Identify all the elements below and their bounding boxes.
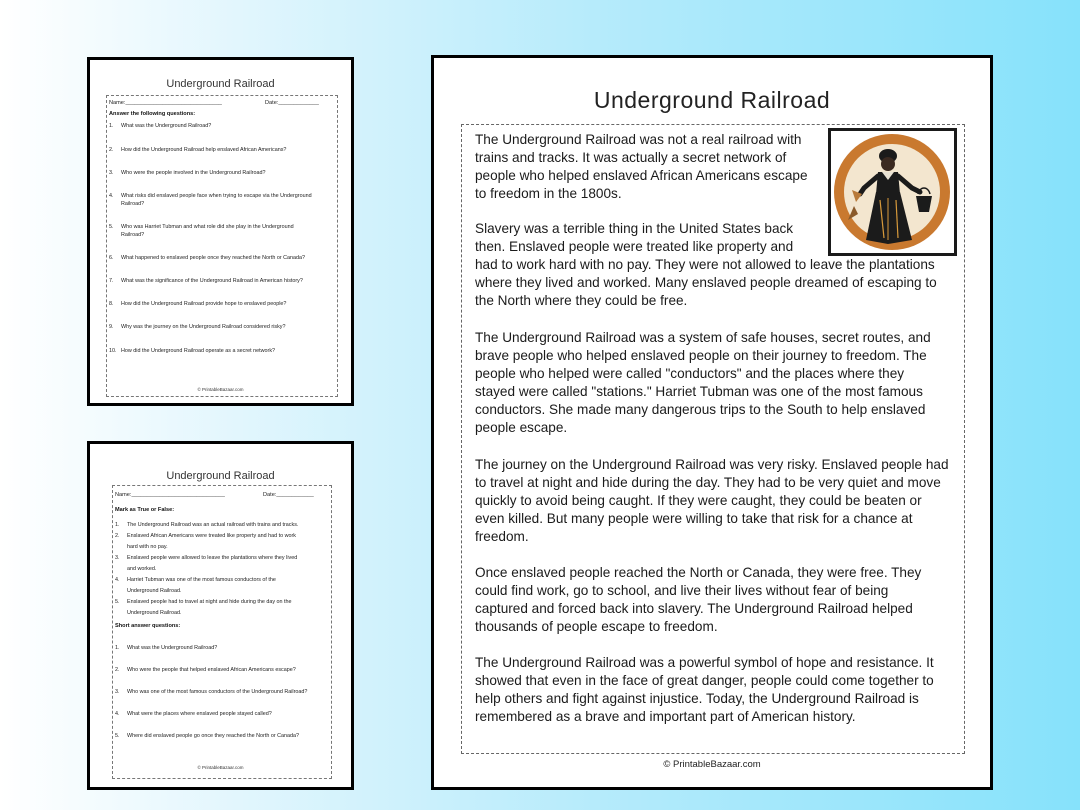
true-false-heading: Mark as True or False:	[115, 507, 175, 513]
worksheet-questions-thumbnail	[87, 57, 354, 406]
worksheet-title: Underground Railroad	[166, 470, 275, 482]
worksheet-footer: © PrintableBazaar.com	[197, 765, 244, 770]
question-number: 5.	[109, 224, 114, 230]
paragraph-line: Once enslaved people reached the North or Canada, they were free. They	[475, 565, 922, 580]
paragraph-line: thousands of people escape to freedom.	[475, 619, 718, 635]
question-line: Railroad?	[121, 200, 145, 207]
question-line: What happened to enslaved people once they reached the North or Canada?	[121, 255, 306, 261]
item-line: and worked.	[127, 566, 157, 572]
paragraph-line: quickly to avoid being caught. If they were caught, they could be beaten or	[475, 493, 922, 509]
item-line: Enslaved people had to travel at night and hide during the day on the	[127, 599, 292, 605]
question-text	[121, 301, 331, 309]
paragraph-line: people who helped enslaved African Americans escape	[475, 168, 808, 184]
item-line: Harriet Tubman was one of the most famous conductors of the	[127, 577, 276, 583]
short-answer-heading: Short answer questions:	[115, 623, 181, 629]
item-text	[127, 575, 327, 597]
question-line: Who were the people involved in the Underground Railroad?	[121, 170, 266, 176]
item-number: 1.	[115, 522, 120, 528]
item-line: Enslaved African Americans were treated like property and had to work	[127, 533, 296, 539]
question-number: 9.	[109, 324, 114, 330]
date-field-label: Date:_____________	[265, 100, 319, 106]
date-field-label: Date:____________	[263, 492, 314, 498]
item-number: 4.	[115, 711, 120, 717]
question-text	[121, 348, 331, 356]
question-number: 6.	[109, 255, 114, 261]
item-number: 3.	[115, 689, 120, 695]
item-line: hard with no pay.	[127, 544, 168, 550]
item-line: The Underground Railroad was an actual railroad with trains and tracks.	[127, 522, 299, 528]
paragraph-line: The Underground Railroad was a powerful symbol of hope and resistance. It	[475, 655, 934, 670]
paragraph-line: then. Enslaved people were treated like property and	[475, 239, 794, 255]
paragraph-line: to travel at night and hide during the day. They had to be very quiet and move	[475, 475, 941, 491]
item-text	[127, 520, 327, 531]
item-text	[127, 531, 327, 553]
question-line: How did the Underground Railroad provide hope to enslaved people?	[121, 301, 287, 307]
question-line: What was the Underground Railroad?	[121, 123, 212, 129]
question-line: Railroad?	[121, 231, 145, 238]
question-text	[121, 224, 331, 239]
paragraph-line: people who helped were called "conductors" and the places where they	[475, 366, 905, 382]
paragraph-line: help others and fight against injustice. Today, the Underground Railroad is	[475, 691, 919, 707]
item-text: What was the Underground Railroad?	[127, 645, 218, 651]
paragraph	[475, 654, 955, 726]
item-line: Underground Railroad.	[127, 588, 182, 594]
instructions: Answer the following questions:	[109, 111, 196, 117]
paragraph-line: conductors. She made many dangerous trips to the South to help enslaved	[475, 402, 926, 418]
worksheet-truefalse-thumbnail	[87, 441, 354, 790]
item-line: Enslaved people were allowed to leave the plantations where they lived	[127, 555, 298, 561]
question-line: What risks did enslaved people face when trying to escape via the Underground	[121, 193, 312, 199]
item-number: 2.	[115, 533, 120, 539]
question-line: How did the Underground Railroad operate as a secret network?	[121, 348, 276, 354]
item-number: 2.	[115, 667, 120, 673]
item-text: Who was one of the most famous conductors of the Underground Railroad?	[127, 689, 308, 695]
paragraph	[475, 220, 955, 310]
question-line: What was the significance of the Underground Railroad in American history?	[121, 278, 303, 284]
item-text: Where did enslaved people go once they reached the North or Canada?	[127, 733, 300, 739]
paragraph-line: had to work hard with no pay. They were not allowed to leave the plantations	[475, 257, 935, 273]
worksheet-title: Underground Railroad	[166, 78, 275, 90]
paragraph-line: The Underground Railroad was not a real railroad with	[475, 132, 802, 147]
name-field-label: Name:______________________________	[115, 492, 225, 498]
paragraph-line: freedom.	[475, 529, 529, 545]
item-number: 4.	[115, 577, 120, 583]
question-number: 7.	[109, 278, 114, 284]
item-number: 1.	[115, 645, 120, 651]
item-number: 5.	[115, 733, 120, 739]
paragraph	[475, 131, 955, 203]
item-text	[127, 553, 327, 575]
reading-passage-page	[431, 55, 993, 790]
question-text	[121, 324, 331, 332]
paragraph-line: trains and tracks. It was actually a secret network of	[475, 150, 787, 166]
item-number: 5.	[115, 599, 120, 605]
question-number: 2.	[109, 147, 114, 153]
paragraph-line: could find work, go to school, and live their lives without fear of being	[475, 583, 889, 599]
item-text: What were the places where enslaved people stayed called?	[127, 711, 272, 717]
item-number: 3.	[115, 555, 120, 561]
question-line: How did the Underground Railroad help enslaved African Americans?	[121, 147, 287, 153]
item-text: Who were the people that helped enslaved African Americans escape?	[127, 667, 296, 673]
paragraph-line: to freedom in the 1800s.	[475, 186, 622, 202]
page-footer: © PrintableBazaar.com	[663, 759, 761, 770]
paragraph-line: the North where they could be free.	[475, 293, 688, 309]
item-line: Underground Railroad.	[127, 610, 182, 616]
question-line: Who was Harriet Tubman and what role did she play in the Underground	[121, 224, 294, 230]
paragraph-line: The journey on the Underground Railroad was very risky. Enslaved people had	[475, 457, 949, 472]
paragraph-line: captured and forced back into slavery. The Underground Railroad helped	[475, 601, 913, 617]
question-text	[121, 193, 331, 208]
worksheet-footer: © PrintableBazaar.com	[197, 387, 244, 392]
question-number: 3.	[109, 170, 114, 176]
question-text	[121, 278, 331, 286]
paragraph-line: remembered as a brave and important part of American history.	[475, 709, 856, 725]
page-title: Underground Railroad	[593, 87, 831, 113]
paragraph-line: The Underground Railroad was a system of safe houses, secret routes, and	[475, 330, 931, 345]
paragraph-line: even killed. But many people were willing to take that risk for a chance at	[475, 511, 913, 527]
question-text	[121, 255, 331, 263]
item-text	[127, 597, 327, 619]
question-number: 4.	[109, 193, 114, 199]
paragraph-line: brave people who helped enslaved people on their journey to freedom. The	[475, 348, 927, 364]
paragraph-line: showed that even in the face of great danger, people could come together to	[475, 673, 934, 689]
question-text	[121, 147, 331, 155]
paragraph-line: stayed were called "stations." Harriet Tubman was one of the most famous	[475, 384, 923, 400]
question-text	[121, 170, 331, 178]
question-line: Why was the journey on the Underground Railroad considered risky?	[121, 324, 286, 330]
paragraph-line: Slavery was a terrible thing in the United States back	[475, 221, 794, 236]
question-number: 10.	[109, 348, 117, 354]
name-field-label: Name:_______________________________	[109, 100, 222, 106]
paragraph	[475, 564, 955, 636]
paragraph	[475, 329, 955, 438]
paragraph-line: where they lived and worked. Many enslaved people dreamed of escaping to	[475, 275, 937, 291]
question-text	[121, 123, 331, 131]
question-number: 1.	[109, 123, 114, 129]
paragraph-line: people escape.	[475, 420, 568, 436]
question-number: 8.	[109, 301, 114, 307]
paragraph	[475, 456, 955, 546]
